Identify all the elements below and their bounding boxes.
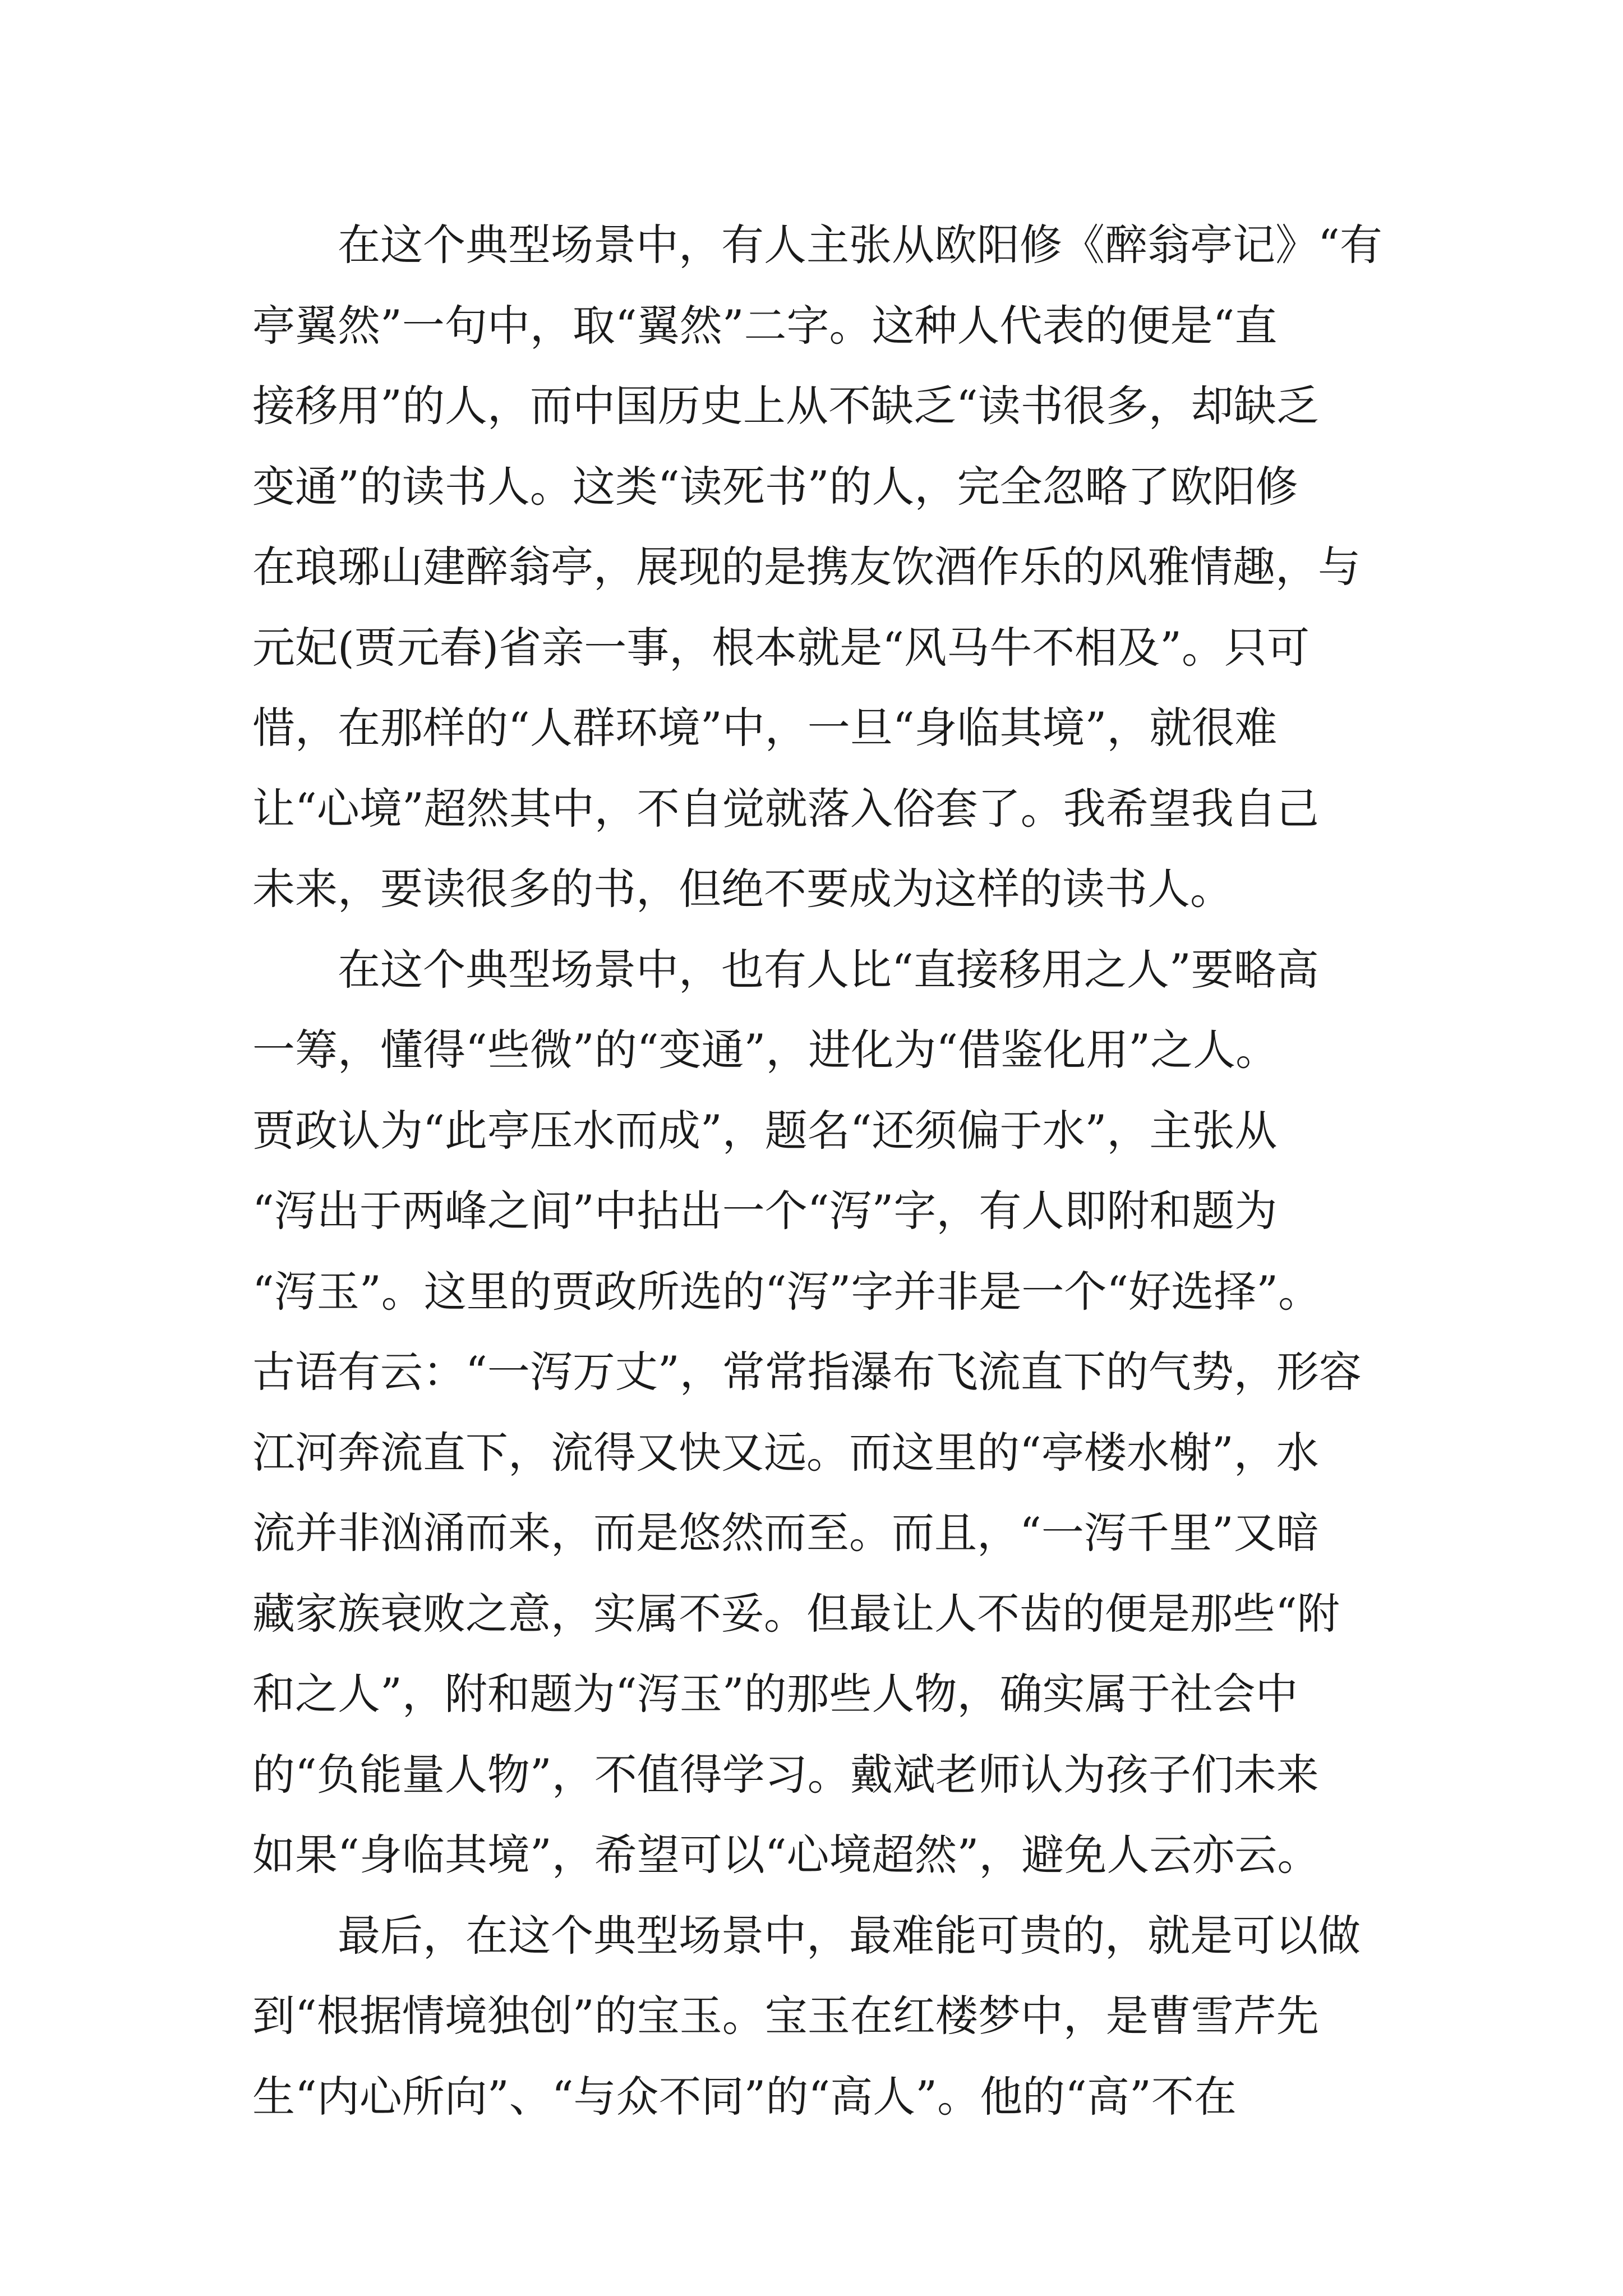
text-line: 贾政认为“此亭压水而成”，题名“还须偏于水”，主张从 <box>252 1105 1278 1156</box>
text-line: 变通”的读书人。这类“读死书”的人，完全忽略了欧阳修 <box>252 461 1298 512</box>
text-line: 在这个典型场景中，也有人比“直接移用之人”要略高 <box>338 944 1319 995</box>
text-line: 让“心境”超然其中，不自觉就落入俗套了。我希望我自己 <box>252 783 1319 834</box>
text-line: 在这个典型场景中，有人主张从欧阳修《醉翁亭记》“有 <box>338 220 1382 270</box>
text-line: 未来，要读很多的书，但绝不要成为这样的读书人。 <box>252 864 1233 914</box>
paragraph-3 <box>252 1895 1441 2137</box>
paragraph-2 <box>252 930 1441 1895</box>
text-line: 生“内心所向”、“与众不同”的“高人”。他的“高”不在 <box>252 2071 1237 2122</box>
body-text <box>252 205 1441 2137</box>
text-line: 如果“身临其境”，希望可以“心境超然”，避免人云亦云。 <box>252 1830 1320 1880</box>
text-line: 的“负能量人物”，不值得学习。戴斌老师认为孩子们未来 <box>252 1749 1319 1800</box>
text-line: 在琅琊山建醉翁亭，展现的是携友饮酒作乐的风雅情趣，与 <box>252 542 1361 592</box>
text-line: 最后，在这个典型场景中，最难能可贵的，就是可以做 <box>338 1910 1361 1961</box>
text-line: 亭翼然”一句中，取“翼然”二字。这种人代表的便是“直 <box>252 300 1278 351</box>
text-line: 惜，在那样的“人群环境”中，一旦“身临其境”，就很难 <box>252 703 1278 753</box>
text-line: 流并非汹涌而来，而是悠然而至。而且，“一泻千里”又暗 <box>252 1508 1319 1558</box>
text-line: 接移用”的人，而中国历史上从不缺乏“读书很多，却缺乏 <box>252 381 1319 431</box>
text-line: 到“根据情境独创”的宝玉。宝玉在红楼梦中，是曹雪芹先 <box>252 1991 1319 2041</box>
paragraph-1 <box>252 205 1441 930</box>
text-line: “泻玉”。这里的贾政所选的“泻”字并非是一个“好选择”。 <box>252 1266 1321 1317</box>
text-line: “泻出于两峰之间”中拈出一个“泻”字，有人即附和题为 <box>252 1186 1278 1236</box>
text-line: 一筹，懂得“些微”的“变通”，进化为“借鉴化用”之人。 <box>252 1025 1279 1075</box>
text-line: 江河奔流直下，流得又快又远。而这里的“亭楼水榭”，水 <box>252 1427 1319 1478</box>
text-line: 藏家族衰败之意，实属不妥。但最让人不齿的便是那些“附 <box>252 1588 1340 1639</box>
text-line: 古语有云：“一泻万丈”，常常指瀑布飞流直下的气势，形容 <box>252 1347 1362 1397</box>
text-line: 和之人”，附和题为“泻玉”的那些人物，确实属于社会中 <box>252 1669 1298 1719</box>
text-line: 元妃(贾元春)省亲一事，根本就是“风马牛不相及”。只可 <box>252 622 1310 673</box>
